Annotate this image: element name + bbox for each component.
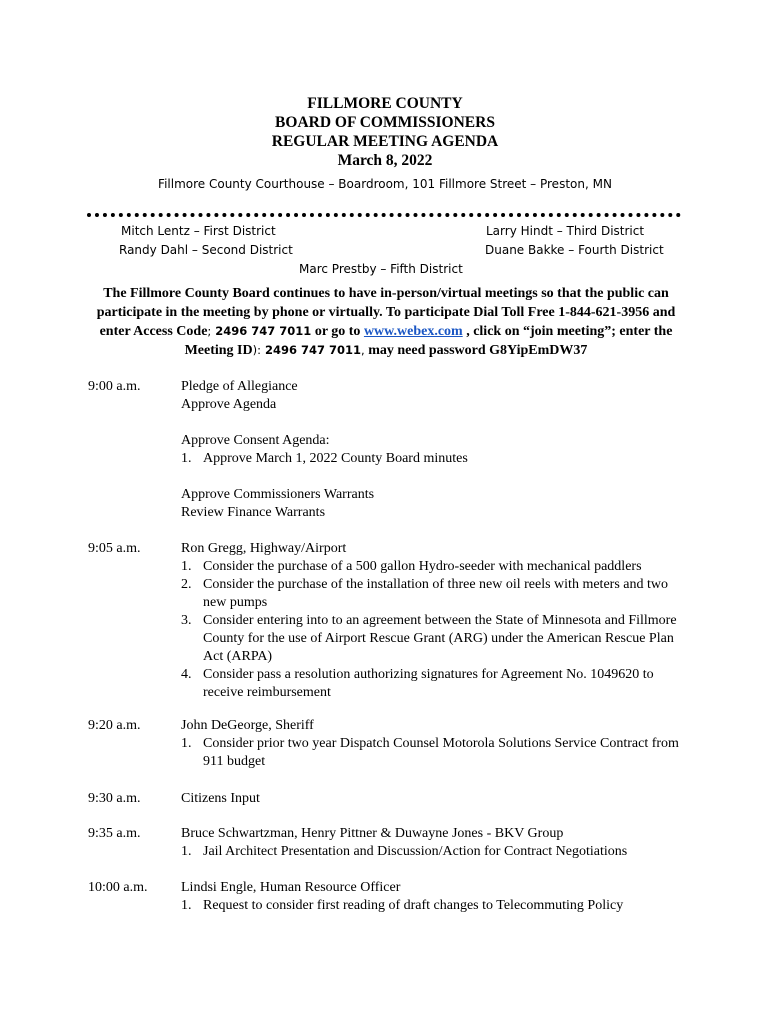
agenda-item-title: Bruce Schwartzman, Henry Pittner & Duwayne Jones - BKV Group (181, 826, 564, 841)
agenda-sublist (181, 843, 681, 861)
access-code: 2496 747 7011 (211, 324, 312, 338)
agenda-item (181, 717, 681, 771)
list-item: 1. Jail Architect Presentation and Discussion/Action for Contract Negotiations (181, 844, 628, 859)
agenda-title: REGULAR MEETING AGENDA (271, 133, 499, 150)
agenda-sublist (181, 897, 681, 915)
agenda-sublist (181, 558, 681, 702)
agenda-line: Approve Agenda (181, 397, 277, 412)
meeting-id: 2496 747 7011 (261, 343, 362, 357)
agenda-time: 9:30 a.m. (88, 791, 141, 806)
district-5: Marc Prestby – Fifth District (299, 262, 463, 276)
agenda-time: 9:35 a.m. (88, 826, 141, 841)
district-4: Duane Bakke – Fourth District (485, 243, 664, 257)
list-item: 1. Request to consider first reading of draft changes to Telecommuting Policy (181, 898, 624, 913)
agenda-item (181, 879, 681, 915)
notice-text-2: or go to (311, 324, 364, 339)
agenda-time: 9:00 a.m. (88, 379, 141, 394)
meeting-date: March 8, 2022 (337, 152, 433, 169)
agenda-subtitle: Approve Consent Agenda: (181, 433, 330, 448)
agenda-header (0, 94, 770, 192)
agenda-item-title: Ron Gregg, Highway/Airport (181, 541, 347, 556)
agenda-sublist (181, 450, 681, 468)
webex-link[interactable]: www.webex.com (363, 324, 463, 339)
meeting-location: Fillmore County Courthouse – Boardroom, 101 Fillmore Street – Preston, MN (158, 177, 612, 191)
agenda-line: Pledge of Allegiance (181, 379, 298, 394)
notice-sep-3: , (361, 343, 365, 357)
agenda-sublist (181, 735, 681, 771)
board-name: BOARD OF COMMISSIONERS (275, 114, 495, 131)
county-name: FILLMORE COUNTY (307, 95, 463, 112)
agenda-time: 9:05 a.m. (88, 541, 141, 556)
agenda-item-title: John DeGeorge, Sheriff (181, 718, 314, 733)
district-2: Randy Dahl – Second District (119, 243, 293, 257)
agenda-item-title: Citizens Input (181, 791, 260, 806)
notice-text-3: , click on “join meeting”; enter the Meeting ID (184, 324, 673, 358)
agenda-item (181, 540, 681, 702)
list-item: 1. Consider the purchase of a 500 gallon Hydro-seeder with mechanical paddlers (181, 559, 642, 574)
list-item: 1. Consider prior two year Dispatch Counsel Motorola Solutions Service Contract from 911 budget (181, 736, 679, 769)
agenda-item (181, 790, 681, 808)
notice-text-1: The Fillmore County Board continues to have in-person/virtual meetings so that the public can participate in the meeting by phone or virtually. To participate Dial Toll Free 1-844-621-3956 and enter Access Code (96, 286, 676, 339)
district-3: Larry Hindt – Third District (486, 224, 645, 238)
agenda-item (181, 378, 681, 522)
dotted-divider (87, 213, 681, 217)
agenda-item-title: Lindsi Engle, Human Resource Officer (181, 880, 401, 895)
list-item: 4. Consider pass a resolution authorizing signatures for Agreement No. 1049620 to receive reimbursement (181, 667, 654, 700)
notice-sep-1: ; (207, 324, 212, 338)
agenda-time: 10:00 a.m. (88, 880, 148, 895)
agenda-line: Review Finance Warrants (181, 505, 326, 520)
list-item: 2. Consider the purchase of the installation of three new oil reels with meters and two new pumps (181, 577, 668, 610)
list-item: 1. Approve March 1, 2022 County Board minutes (181, 451, 468, 466)
notice-text-4: may need password G8YipEmDW37 (364, 343, 588, 358)
district-1: Mitch Lentz – First District (121, 224, 276, 238)
notice-sep-2: ): (252, 343, 261, 357)
list-item: 3. Consider entering into to an agreement between the State of Minnesota and Fillmore County for the use of Airport Rescue Grant (ARG) under the American Rescue Plan Act (ARPA) (181, 613, 677, 664)
agenda-time: 9:20 a.m. (88, 718, 141, 733)
agenda-item (181, 825, 681, 861)
agenda-line: Approve Commissioners Warrants (181, 487, 375, 502)
virtual-meeting-notice (84, 284, 688, 360)
